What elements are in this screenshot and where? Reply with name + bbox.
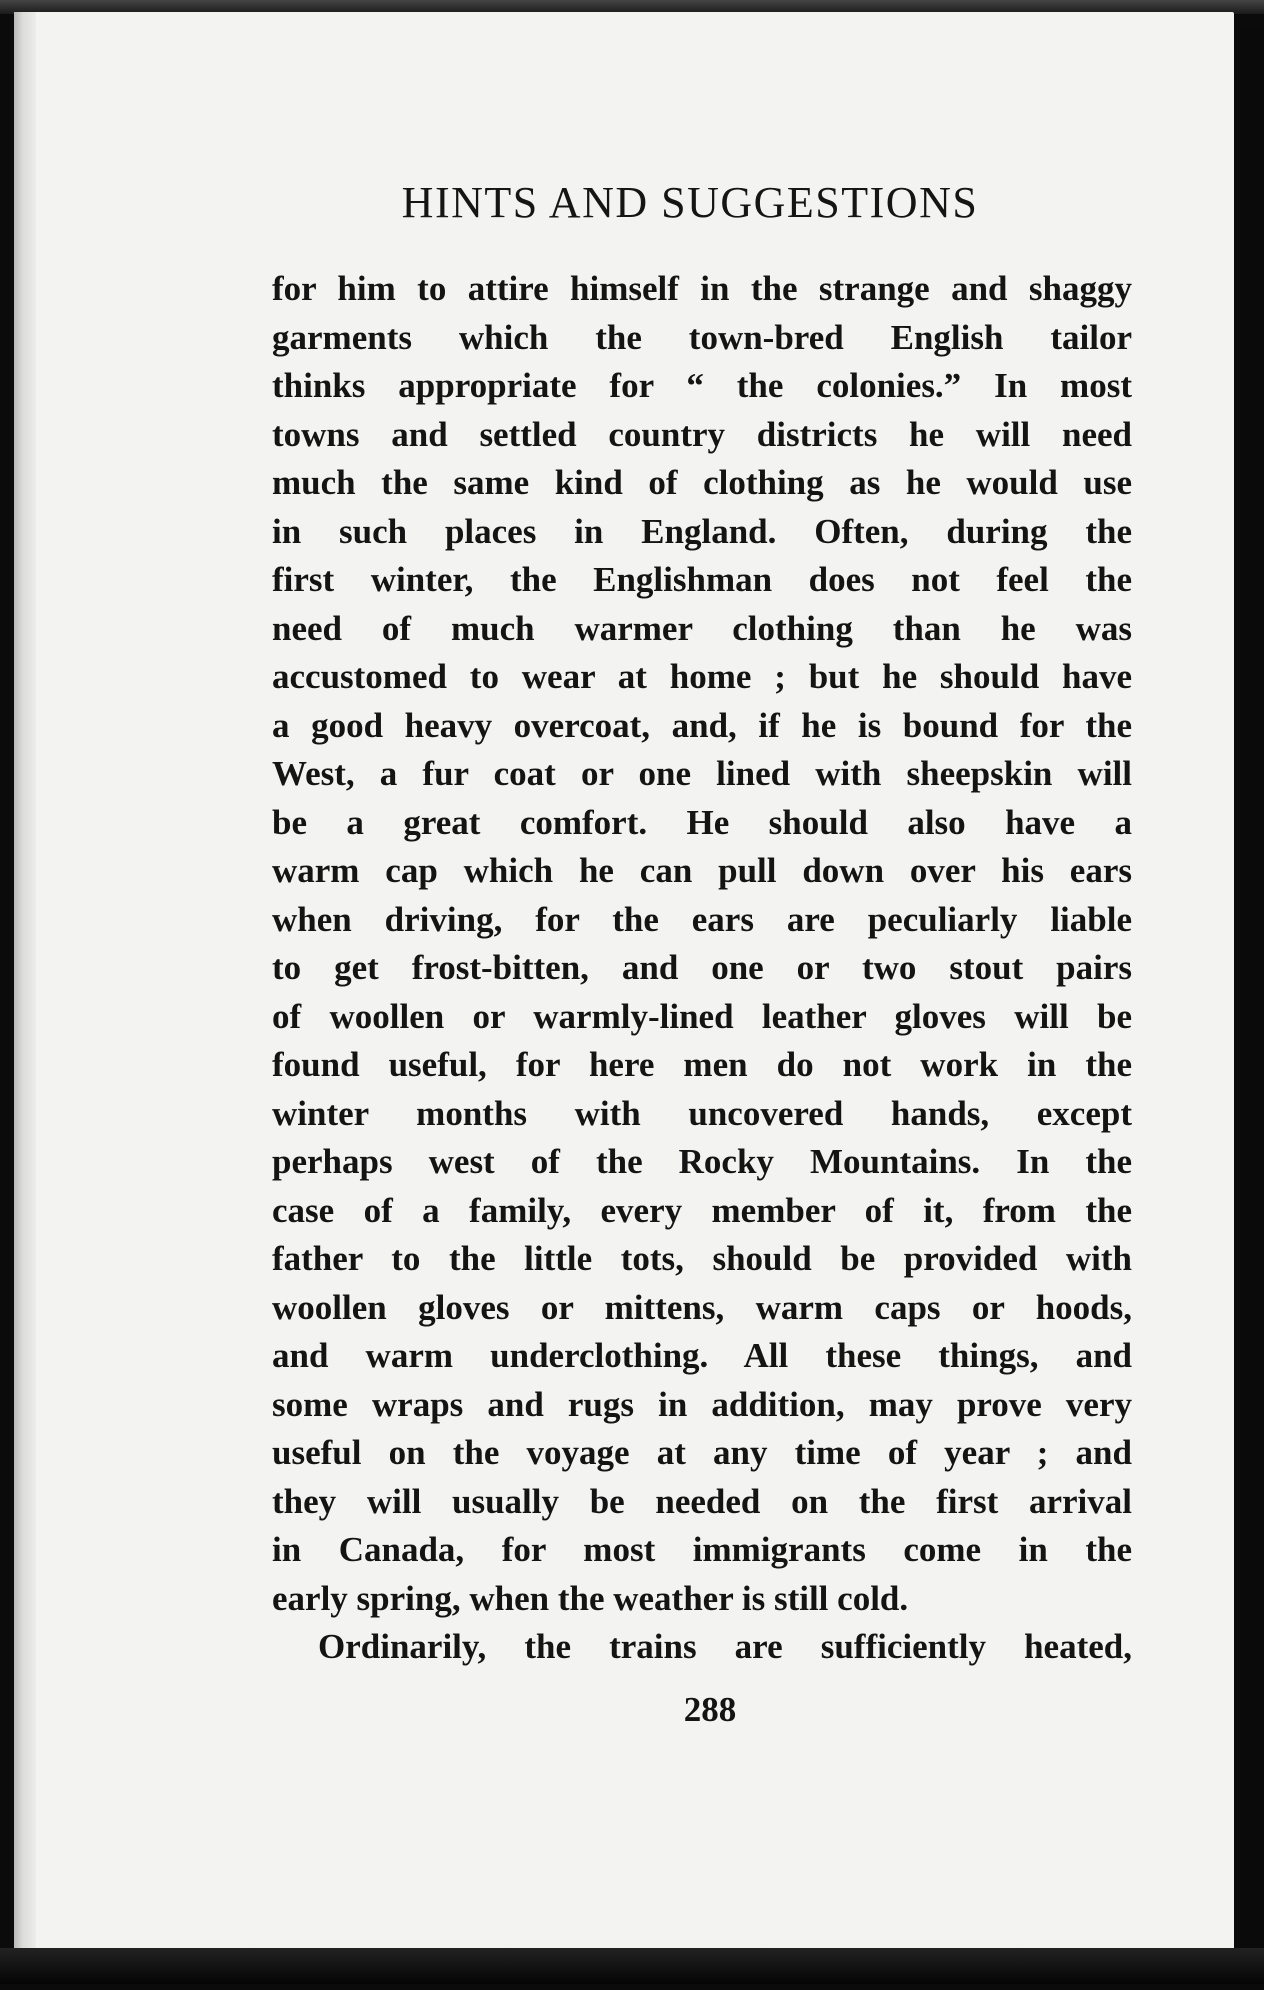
text-line: warm cap which he can pull down over his ears (272, 851, 1132, 890)
text-line: be a great comfort. He should also have a (272, 802, 1132, 842)
text-line: accustomed to wear at home ; but he should have (272, 657, 1132, 696)
text-line: some wraps and rugs in addition, may prove very (272, 1384, 1132, 1424)
text-line: of woollen or warmly-lined leather gloves will be (272, 996, 1132, 1036)
text-line: found useful, for here men do not work in the (272, 1045, 1132, 1084)
text-line: when driving, for the ears are peculiarly liable (272, 899, 1132, 939)
text-line: perhaps west of the Rocky Mountains. In the (272, 1142, 1132, 1181)
text-line: early spring, when the weather is still cold. (272, 1578, 909, 1618)
text-line: they will usually be needed on the first arrival (272, 1481, 1132, 1521)
text-line: case of a family, every member of it, from the (272, 1190, 1132, 1230)
text-line: need of much warmer clothing than he was (272, 608, 1132, 648)
text-line: in such places in England. Often, during the (272, 511, 1132, 551)
page-gutter-shadow (14, 12, 36, 1952)
page-number: 288 (683, 1690, 737, 1729)
running-head: HINTS AND SUGGESTIONS (401, 178, 979, 227)
text-line: thinks appropriate for “ the colonies.” In most (272, 366, 1132, 405)
text-line: a good heavy overcoat, and, if he is bound for the (272, 705, 1132, 745)
text-line: first winter, the Englishman does not feel the (272, 560, 1132, 599)
text-line: useful on the voyage at any time of year ; and (272, 1433, 1132, 1472)
paragraph-2-first-line: Ordinarily, the trains are sufficiently heated, (318, 1627, 1132, 1666)
text-line: and warm underclothing. All these things, and (272, 1336, 1132, 1375)
text-line: woollen gloves or mittens, warm caps or hoods, (272, 1287, 1132, 1327)
body-text (272, 265, 1132, 1672)
scan-bottom-border (0, 1948, 1264, 1984)
text-line: father to the little tots, should be provided with (272, 1239, 1132, 1278)
text-line: towns and settled country districts he will need (272, 414, 1132, 454)
text-line: garments which the town-bred English tailor (272, 317, 1132, 357)
text-line: for him to attire himself in the strange and shaggy (272, 269, 1132, 308)
text-line: in Canada, for most immigrants come in the (272, 1530, 1132, 1569)
text-line: much the same kind of clothing as he would use (272, 463, 1132, 502)
text-line: to get frost-bitten, and one or two stout pairs (272, 948, 1132, 987)
text-line: West, a fur coat or one lined with sheepskin will (272, 754, 1132, 793)
text-line: winter months with uncovered hands, except (272, 1093, 1132, 1133)
scan-right-border (1240, 30, 1264, 1990)
